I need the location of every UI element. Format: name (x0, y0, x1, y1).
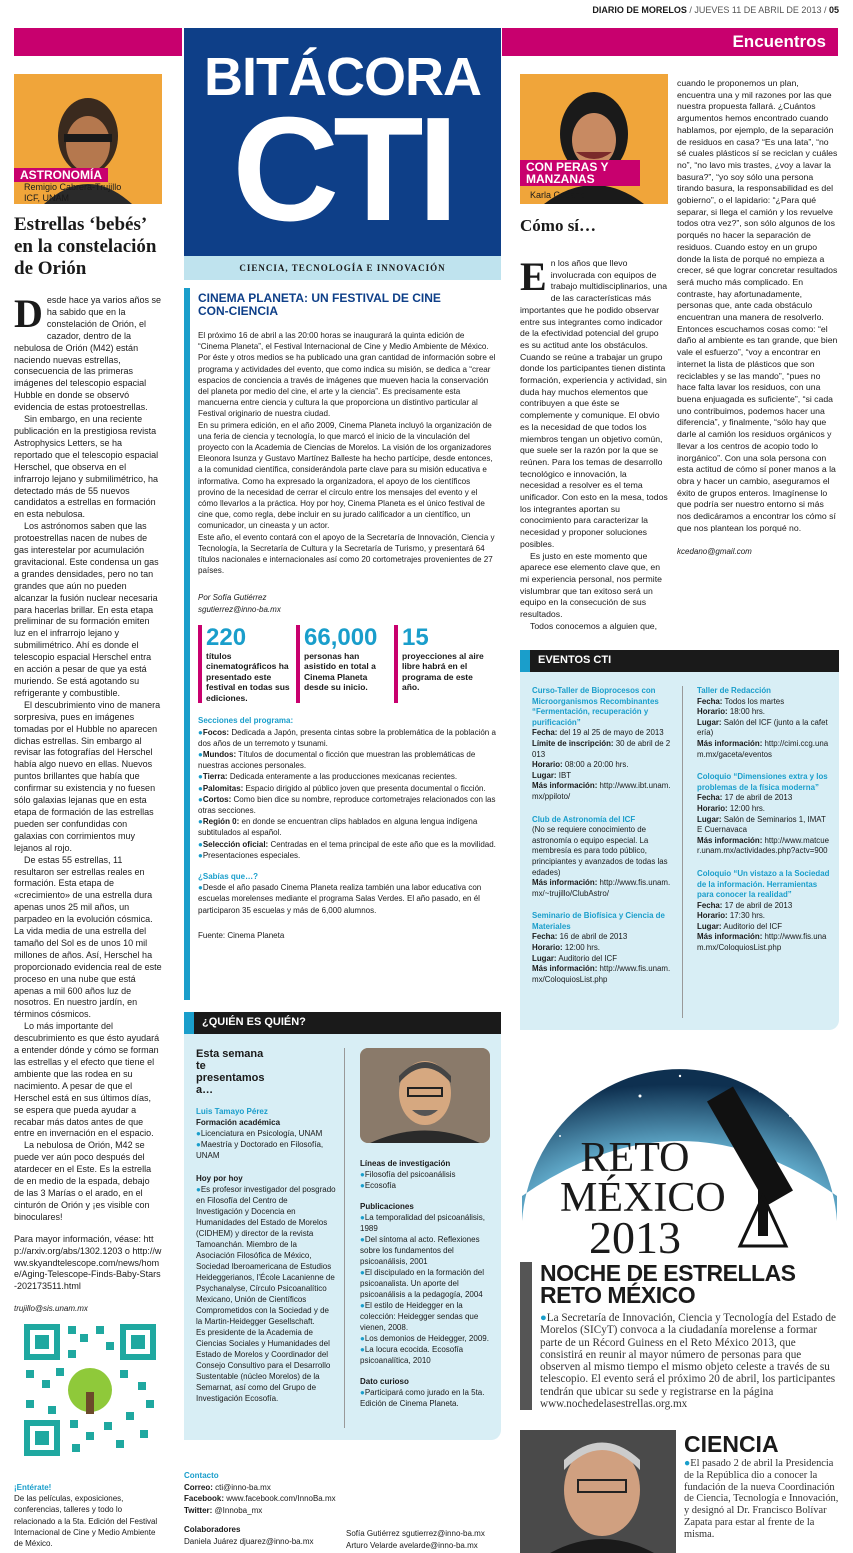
event-detail (532, 728, 674, 739)
event-detail (697, 836, 831, 857)
detail-label: Más información: (697, 932, 763, 942)
noche-estrellas (520, 1262, 839, 1410)
program-section (198, 839, 497, 850)
detail-label: Horario: (697, 707, 728, 717)
paragraph: Los astrónomos saben que las protoestrellas nacen de nubes de gas interestelar por acumulación gravitacional. Este condensa un gas a grandes densidades, pero no tan grandes que aún no pueden alcanzar la fusión nuclear necesaria para hacerlas brillar. En esta etapa preliminar de su formación emiten luz en el infrarrojo lejano y submilimétrico. Ahí es donde el telescopio espacial Herschel entra en acción a pesar de que ya está muriendo. Se está agotando su refrigerante y combustible. (14, 521, 159, 698)
event-detail (697, 739, 831, 760)
person-photo-icon (360, 1048, 490, 1143)
detail-label: Horario: (532, 943, 563, 953)
left-headline: Estrellas ‘bebés’ en la constelación de Orión (14, 214, 157, 279)
bullet-icon: ● (198, 883, 203, 893)
event-detail (697, 793, 831, 804)
lineas-title: Líneas de investigación (360, 1159, 451, 1168)
event-item (697, 686, 831, 760)
author-name: Karla Cedano (530, 190, 586, 200)
noche-text (540, 1312, 839, 1410)
ciencia-headline: CIENCIA (684, 1431, 779, 1457)
event-item (532, 911, 674, 985)
pub-text: El discipulado en la formación del psicoanalista. Un aporte del psicoanálisis a la pedagogía, 2004 (360, 1268, 485, 1299)
formacion-title: Formación académica (196, 1118, 281, 1127)
masthead-subtitle: CIENCIA, TECNOLOGÍA E INNOVACIÓN (184, 256, 501, 280)
quien-divider (344, 1048, 345, 1428)
paragraph: En su primera edición, en el año 2009, Cinema Planeta incluyó la organización de una feria de ciencia y tecnología, lo que marcó el inicio de la vinculación del proyecto con la Academia de Ciencias de Morelos. La visión de los organizadores Eleonora Isunza y Gustavo Martínez Balleste ha hecho partícipe, desde entonces, a la comunidad científica, considerándola parte clave para su misión educativa e informativa. Como ha expresado la organizadora, el apoyo de los científicos provino de la necesidad de cerrar el círculo entre los mensajes del evento y el cómo llevarlos a la práctica. Hoy por hoy, Cinema Planeta es el único festival de cine que, como regla, debe incluir en su jurado calificador a un científico, un comunicador, un cineasta y un actor. (198, 420, 493, 531)
event-detail (697, 815, 831, 836)
bullet-icon: ● (196, 1185, 201, 1194)
detail-value: IBT (558, 770, 572, 780)
bullet-icon: ● (198, 817, 203, 827)
detail-label: Horario: (697, 803, 728, 813)
reto-line1: RETO (580, 1135, 690, 1181)
detail-value[interactable]: http://www.matcuer.unam.mx/actividades.php?actv=900 (697, 835, 829, 856)
masthead (184, 28, 501, 256)
bullet-icon: ● (196, 1129, 201, 1138)
person-photo-icon (520, 1430, 676, 1553)
detail-value: 12:00 hrs. (564, 943, 600, 953)
noche-headline: NOCHE DE ESTRELLAS RETO MÉXICO (540, 1260, 796, 1308)
pub-item (360, 1267, 490, 1300)
sections-list (198, 727, 497, 861)
masthead-cti: CTI (232, 87, 453, 252)
hoy-text-2: Es presidente de la Academia de Ciencias Sociales y Humanidades del Estado de Morelos y Coordinador del Consejo Consultivo para el Desarrollo Sustentable (núcleo Morelos) de la Semarnat, así como del Grupo de Investigación Ecosofía. (196, 1328, 331, 1403)
colab-right (346, 1528, 485, 1551)
ciencia-photo (520, 1430, 676, 1553)
sabias-title: ¿Sabías que…? (198, 872, 259, 882)
detail-label: Más información: (532, 781, 598, 791)
column-label: CON PERAS Y MANZANAS (520, 160, 640, 186)
formacion-text: Licenciatura en Psicología, UNAM (200, 1129, 323, 1138)
quien-title: ¿QUIÉN ES QUIÉN? (202, 1016, 306, 1028)
reto-line3: 2013 (589, 1212, 681, 1263)
section-text: Dedicada enteramente a las producciones mexicanas recientes. (229, 772, 458, 782)
detail-label: Fecha: (697, 793, 723, 803)
event-title[interactable]: Curso-Taller de Bioprocesos con Microorganismos Recombinantes “Fermentación, recuperación y purificación” (532, 686, 659, 727)
detail-value: Salón del ICF (junto a la cafetería) (697, 717, 828, 738)
qr-code (20, 1320, 160, 1460)
paragraph: De estas 55 estrellas, 11 resultaron ser estrellas reales en formación. Esta etapa de «crecimiento» de una estrella dura apenas unos 25 mil años, un parpadeo en la evolución cósmica. La vida media de una estrella del tamaño del Sol es de unos 10 mil millones de años. Así, Herschel ha proporcionado evidencia real de este proceso en una nube que está apenas a mil 600 años luz de nosotros. En nuestro jardín, en términos cósmicos. (14, 854, 162, 1020)
pub-item (360, 1333, 490, 1344)
program-section (198, 749, 497, 771)
detail-value: 17:30 hrs. (729, 911, 765, 921)
bullet-icon: ● (360, 1334, 365, 1343)
left-email[interactable]: trujillo@sis.unam.mx (14, 1304, 88, 1313)
detail-value: Auditorio del ICF (558, 953, 618, 963)
linea-text: Filosofía del psicoanálisis (364, 1170, 456, 1179)
detail-label: Lugar: (697, 814, 722, 824)
sabias-body: Desde el año pasado Cinema Planeta realiza también una labor educativa con escuelas morelenses mediante el programa Salas Verdes. El año pasado, en él participaron 35 escuelas y más de 6,000 alumnos. (198, 883, 482, 915)
page-header (0, 0, 853, 22)
detail-label: Lugar: (697, 717, 722, 727)
detail-label: Lugar: (697, 921, 722, 931)
detail-value[interactable]: http://cimi.ccg.unam.mx/gaceta/eventos (697, 738, 829, 759)
event-detail (532, 771, 674, 782)
author: Remigio Cabrera-Trujillo (24, 182, 122, 192)
bullet-icon: ● (198, 727, 203, 737)
linea-item (360, 1169, 490, 1180)
pub-text: La locura ecocida. Ecosofía psicoanalítica, 2010 (360, 1345, 464, 1365)
paragraph: cuando le proponemos un plan, encuentra una y mil razones por las que nuestra propuesta fallará. ¿Cuántos argumentos hemos encontrado cuando hablamos, por ejemplo, de la separación de residuos en casa? “Es una lata”, “no sé cuales plásticos sí se reciclan y cuáles no”, “no lavo mis trastes, ¿voy a lavar la basura?”, “yo soy sólo una persona tirando basura, la responsabilidad es del gobierno”, o el lapidario: “¿Para qué separar, si llega el camión y los revuelve todos otra vez?”, son sólo algunos de los porqués no hacer la separación de residuos. Cuando estoy en un grupo donde la lista de porqué no empieza a crecer, sé que lograr concretar resultados será mucho más complicado. En contraste, hay afortunadamente, personas que, ante cada obstáculo encuentran una manera de resolverlo. Entonces escuchamos cosas como: “el daño al ambiente es tan grande, que bien vale el esfuerzo”, “voy a encontrar en internet la lista de plásticos que son reciclables y se las mando”, “pues no hace falta lavar los residuos, con una buena enjuagada es suficiente”, “si cada uno contribuimos, podemos hacer una diferencia”, y finalmente, “sólo hay que darle al camión los residuos orgánicos y llevar a los centros de acopio todo lo inorgánico”. Con una sola persona con esta actitud de cómo sí poner manos a la obra y hacer un cambio, aseguramos el éxito de grupos enteros. Imagínense lo que podría ser nuestro entorno si más nos dedicáramos a encontrar los cómo sí que nos plantean los porqué no. (677, 78, 838, 533)
right-article-col2 (677, 78, 839, 558)
article-body (198, 330, 497, 576)
detail-label: Horario: (697, 911, 728, 921)
paragraph: El descubrimiento vino de manera sorpresiva, pues en imágenes tomadas por el Hubble no aparecen dichas estrellas. Sin embargo al revisar las fotografías del Herschel había algo nuevo en ellas. Nuevos puntos brillantes que había que confirmar su existencia y no fuesen sólo galaxias lejanas que en esta etapa de formación de las estrellas pueden ser confundidas con galaxias con corrimientos muy lejanos al rojo. (14, 699, 161, 853)
enterate-title: ¡Entérate! (14, 1483, 52, 1492)
byline-email: sgutierrez@inno-ba.mx (198, 604, 281, 614)
program-section (198, 727, 497, 749)
section-text: Presentaciones especiales. (202, 850, 301, 860)
program-sections (198, 715, 497, 861)
paragraph: La nebulosa de Orión, M42 se puede ver aún poco después del atardecer en el Este. Es la estrella de en medio de la espada, debajo de las 3 Marías o el arado, en el cinturón de Orión y ¡es visible con binoculares! (14, 1140, 152, 1222)
section-name: Cortos: (202, 794, 232, 804)
paragraph: Todos conocemos a alguien que, (530, 620, 658, 631)
colaborador: Daniela Juárez djuarez@inno-ba.mx (184, 1536, 314, 1546)
detail-value: 30 de abril de 2013 (532, 738, 671, 759)
affiliation: ICF, UNAM (24, 192, 69, 203)
detail-label: Fecha: (697, 900, 723, 910)
author-name (24, 182, 121, 203)
detail-value: 17 de abril de 2013 (724, 793, 793, 803)
bullet-icon: ● (360, 1388, 365, 1397)
pub-text: La temporalidad del psicoanálisis, 1989 (360, 1213, 485, 1233)
email-link[interactable]: cti@inno-ba.mx (215, 1482, 271, 1492)
pub-item (360, 1212, 490, 1234)
quien-accent (184, 1012, 194, 1034)
qr-code-icon (20, 1320, 160, 1460)
stat (296, 625, 388, 704)
event-title[interactable]: Taller de Redacción (697, 686, 771, 695)
program-section (198, 771, 497, 782)
bullet-icon: ● (360, 1181, 365, 1190)
enterate-text: De las películas, exposiciones, conferencias, talleres y todo lo relacionado a la 5ta. Edición del Festival Internacional de Cine y Medio Ambiente de México. (14, 1494, 158, 1549)
pub-title: Publicaciones (360, 1202, 414, 1211)
formacion-item (196, 1128, 336, 1139)
label: Twitter: (184, 1505, 213, 1515)
section-text: Espacio dirigido al público joven que presenta documental o ficción. (245, 783, 486, 793)
event-detail (532, 943, 674, 954)
pub-item (360, 1344, 490, 1366)
twitter-link[interactable]: @Innoba_mx (214, 1505, 263, 1515)
formacion-text: Maestría y Doctorado en Filosofía, UNAM (196, 1140, 324, 1160)
quien-right-col (360, 1158, 490, 1409)
event-note: (No se requiere conocimiento de astronomía o equipo especial. La membresía es para todo público, principiantes y avanzados de todas las edades) (532, 825, 668, 877)
header-info (592, 5, 839, 15)
detail-label: Horario: (532, 760, 563, 770)
bullet-icon: ● (198, 850, 203, 860)
bullet-icon: ● (198, 749, 203, 759)
paragraph: esde hace ya varios años se ha sabido que en la constelación de Orión, el cazador, dentro de la nebulosa de Orión (M42) están naciendo nuevas estrellas, consecuencia de las primeras imágenes del telescopio espacial Hubble en donde se observó evidencia de estas protoestrellas. (14, 295, 161, 413)
bullet-icon: ● (684, 1458, 691, 1469)
section-name: Focos: (202, 727, 230, 737)
event-detail (697, 697, 831, 708)
bullet-icon: ● (198, 839, 203, 849)
event-detail (697, 707, 831, 718)
pubs-list (360, 1212, 490, 1366)
section-name: Tierra: (202, 772, 228, 782)
reto-line2: MÉXICO (560, 1175, 726, 1221)
event-title[interactable]: Coloquio “Dimensiones extra y los problemas de la física moderna” (697, 772, 828, 792)
label: Facebook: (184, 1494, 225, 1503)
left-article (14, 291, 162, 1293)
event-item (532, 686, 674, 803)
noche-body: La Secretaría de Innovación, Ciencia y Tecnología del Estado de Morelos (SICyT) convoca a la ciudadanía morelense a formar parte de un Récord Guiness en el Reto México 2013, que consistirá en reunir al mayor número de personas para que observen al mismo tiempo el mismo objeto celeste a través de su telescopio. El evento será el próximo 20 de abril, los participantes tendrán que ubicar su sede y registrarse en la página www.nochedelasestrellas.org.mx (540, 1312, 836, 1411)
bullet-icon: ● (198, 772, 203, 782)
detail-value: 12:00 hrs. (729, 803, 765, 813)
program-section (198, 850, 497, 861)
detail-label: Fecha: (532, 932, 558, 942)
event-detail (697, 804, 831, 815)
detail-label: Lugar: (532, 770, 557, 780)
reto-logo-text (560, 1135, 726, 1263)
event-detail (532, 954, 674, 965)
stat (198, 625, 290, 704)
dato-item (360, 1387, 490, 1409)
detail-value: 08:00 a 20:00 hrs. (564, 760, 629, 770)
pub-text: Del síntoma al acto. Reflexiones sobre los fundamentos del psicoanálisis, 2001 (360, 1235, 480, 1266)
eventos-left-col (532, 686, 674, 997)
linea-item (360, 1180, 490, 1191)
event-title[interactable]: Club de Astronomía del ICF (532, 814, 636, 824)
eventos-divider (682, 686, 683, 1018)
right-headline: Cómo sí… (520, 216, 597, 235)
sabias-que (198, 871, 497, 916)
section-name: Selección oficial: (202, 839, 269, 849)
eventos-accent (520, 650, 530, 672)
event-item (532, 815, 674, 900)
event-detail (697, 901, 831, 912)
event-detail (697, 932, 831, 953)
bullet-icon: ● (196, 1140, 201, 1149)
hoy-body: Es profesor investigador del posgrado en Filosofía del Centro de Investigación y Docencia en Humanidades del Estado de Morelos (CIDHEM) y director de la revista Tamoanchán. Miembro de la Asociación Filosófica de México, Sociedad Iberoamericana de Estudios Heideggerianos, l’École Lacanienne de Psychanalyse, Círculo Psicoanalítico Mexicano, Unión de Científicos Comprometidos con la Sociedad y de la Martin-Heidegger Gesellschaft. (196, 1185, 336, 1326)
dropcap: D (14, 291, 43, 336)
detail-label: Fecha: (532, 728, 558, 738)
quien-intro: Esta semana te presentamos a… (196, 1048, 265, 1096)
columnist-portrait-left (14, 74, 162, 204)
stat-number: 220 (206, 623, 247, 651)
contact-facebook (184, 1493, 504, 1505)
label: Correo: (184, 1482, 213, 1492)
detail-label: Más información: (532, 878, 598, 888)
bullet-icon: ● (360, 1213, 365, 1222)
pub-text: Los demonios de Heidegger, 2009. (364, 1334, 489, 1343)
program-section (198, 794, 497, 816)
linea-text: Ecosofía (364, 1181, 396, 1190)
paragraph: Es justo en este momento que aparece ese elemento clave que, en mi experiencia personal, nos permite vislumbrar que tan exitoso será un equipo en la consecución de sus resultados. (520, 550, 662, 620)
columnist-email[interactable]: kcedano@gmail.com (677, 547, 752, 557)
stat-number: 15 (402, 623, 429, 651)
section-text: en donde se encuentran clips hablados en alguna lengua indígena subtitulados al español. (198, 817, 478, 838)
section-text: Títulos de documental o ficción que muestran las problemáticas de nuestras acciones personales. (198, 749, 476, 771)
detail-label: Fecha: (697, 696, 723, 706)
paragraph: El próximo 16 de abril a las 20:00 horas se inaugurará la quinta edición de “Cinema Planeta”, el Festival Internacional de Cine y Medio Ambiente de México. Por éste y otros medios se ha publicado una gran cantidad de información sobre el programa y actividades del evento, que como indica su misión, se dedica a “crear espacios de conciencia a través de imágenes que mueven hacia la conservación del planeta por medio del cine, el arte y la ciencia”. Es precisamente esta mancuerna entre ciencia y cultura la que proporciona un distintivo particular al Festival originario de nuestra ciudad. (198, 331, 496, 419)
detail-value: 17 de abril de 2013 (724, 900, 793, 910)
event-detail (697, 718, 831, 739)
event-detail (532, 739, 674, 760)
eventos-header (520, 650, 839, 672)
pub-item (360, 1234, 490, 1267)
ciencia-box (684, 1432, 839, 1541)
quien-header (184, 1012, 501, 1034)
stat-text: proyecciones al aire libre habrá en el programa de este año. (402, 650, 484, 693)
section-text: Dedicada a Japón, presenta cintas sobre la problemática de la población a dos años de un terremoto y tsunami. (198, 727, 496, 748)
paragraph: Sin embargo, en una reciente publicación en la prestigiosa revista Astrophysics Letters, se ha reportado que el telescopio espacial Herschel, que observa en el infrarrojo lejano y submilimétrico, ha detectado más de 55 nuevos candidatos a estrellas en formación en esta nebulosa. (14, 414, 159, 520)
event-detail (697, 922, 831, 933)
pub-item (360, 1300, 490, 1333)
event-detail (697, 911, 831, 922)
columnist-portrait-right (520, 74, 668, 204)
detail-value[interactable]: http://www.fis.unam.mx/ColoquiosList.php (532, 964, 671, 984)
section-name: Palomitas: (202, 783, 244, 793)
dropcap: E (520, 254, 547, 299)
dato-title: Dato curioso (360, 1377, 409, 1386)
enterate (14, 1482, 164, 1549)
program-section (198, 816, 497, 838)
detail-value[interactable]: http://www.fis.unam.mx/ColoquiosList.php (697, 932, 827, 953)
section-name: Mundos: (202, 749, 237, 759)
byline-author: Por Sofía Gutiérrez (198, 593, 267, 603)
stat-text: títulos cinematográficos ha presentado este festival en todas sus ediciones. (206, 650, 290, 703)
bullet-icon: ● (360, 1345, 365, 1354)
detail-value[interactable]: http://www.fis.unam.mx/~trujillo/ClubAstro/ (532, 878, 671, 898)
colaborador: Sofía Gutiérrez sgutierrez@inno-ba.mx (346, 1529, 485, 1538)
stat-number: 66,000 (304, 623, 378, 651)
event-item (697, 869, 831, 954)
detail-value: del 19 al 25 de mayo de 2013 (559, 728, 664, 738)
bullet-icon: ● (360, 1301, 365, 1310)
more-info: Para mayor información, véase: http://arxiv.org/abs/1302.1203 o http://www.skyandtelescope.com/news/home/Aging-Telescope-Finds-Baby-Stars-202173511.html (14, 1233, 162, 1292)
hoy-text (196, 1184, 336, 1327)
stat (394, 625, 486, 704)
hoy-title: Hoy por hoy (196, 1174, 243, 1183)
facebook-link[interactable]: www.facebook.com/InnoBa.mx (226, 1494, 336, 1503)
eventos-cti (520, 650, 839, 1030)
detail-label: Más información: (697, 835, 763, 845)
detail-label: Lugar: (532, 953, 557, 963)
contact-twitter (184, 1505, 504, 1517)
event-detail (532, 760, 674, 771)
detail-value: Salón de Seminarios 1, IMATE Cuernavaca (697, 814, 826, 835)
ciencia-text (684, 1458, 839, 1541)
bullet-icon: ● (540, 1312, 547, 1324)
event-detail (532, 964, 674, 985)
bullet-icon: ● (360, 1235, 365, 1244)
section-bar (502, 28, 838, 56)
quien-es-quien (184, 1012, 501, 1440)
paragraph: Lo más importante del descubrimiento es que ésto ayudará a entender dónde y cómo se forman las estrellas y el efecto que tiene el ambiente que las rodea en su nacimiento. A pesar de que el Herschel está en sus últimos días, se espera que pueda ayudar a recabar más datos antes de que entre en invernación en el espacio. (14, 1021, 160, 1139)
colaborador: Arturo Velarde avelarde@inno-ba.mx (346, 1540, 478, 1550)
event-detail (532, 781, 674, 802)
bullet-icon: ● (198, 794, 203, 804)
section-title: Encuentros (732, 32, 826, 51)
ciencia-body: El pasado 2 de abril la Presidencia de la República dio a conocer la fundación de la nueva Coordinación de Ciencia, Tecnología e Innovación, y designó al Dr. Francisco Bolívar Zapata para estar al frente de la misma. (684, 1458, 839, 1540)
event-title[interactable]: Seminario de Biofísica y Ciencia de Materiales (532, 911, 665, 931)
fuente: Fuente: Cinema Planeta (198, 930, 285, 940)
pub-text: El estilo de Heidegger en la colección: Heidegger sendas que vienen, 2008. (360, 1301, 479, 1332)
event-detail (532, 878, 674, 899)
page-number: 05 (828, 5, 839, 15)
colab-title: Colaboradores (184, 1525, 241, 1534)
event-detail (532, 932, 674, 943)
detail-value: Auditorio del ICF (723, 921, 783, 931)
section-name: Región 0: (202, 817, 240, 827)
detail-value: 18:00 hrs. (729, 707, 765, 717)
detail-value: Todos los martes (724, 696, 785, 706)
bullet-icon: ● (360, 1268, 365, 1277)
bullet-icon: ● (360, 1170, 365, 1179)
detail-label: Más información: (532, 964, 598, 974)
person-photo (360, 1048, 490, 1143)
person-name: Luis Tamayo Pérez (196, 1107, 268, 1116)
contact-email (184, 1482, 504, 1494)
column-label: ASTRONOMÍA (14, 168, 108, 182)
eventos-right-col (697, 686, 831, 966)
section-text: Como bien dice su nombre, reproduce cortometrajes relacionados con las otras secciones. (198, 794, 496, 815)
section-text: Centradas en el tema principal de este año que es la movilidad. (270, 839, 496, 849)
detail-value[interactable]: http://www.ibt.unam.mx/ppiloto/ (532, 781, 671, 801)
dato-text: Participará como jurado en la 5ta. Edición de Cinema Planeta. (360, 1388, 485, 1408)
formacion-item (196, 1139, 336, 1161)
bullet-icon: ● (198, 783, 203, 793)
issue-date: / JUEVES 11 DE ABRIL DE 2013 / (689, 5, 827, 15)
byline (198, 592, 497, 614)
eventos-title: EVENTOS CTI (538, 654, 612, 666)
paragraph: Este año, el evento contará con el apoyo de la Secretaría de Innovación, Ciencia y Tecnología, la Secretaría de Cultura y la Secretaría de Turismo, y presentará 64 títulos nacionales e internacionales así como 20 cortometrajes provenientes de 27 países. (198, 532, 495, 576)
detail-label: Límite de inscripción: (532, 738, 614, 748)
stat-text: personas han asistido en total a Cinema Planeta desde su inicio. (304, 650, 376, 693)
detail-value: 16 de abril de 2013 (559, 932, 628, 942)
right-article-col1 (520, 254, 668, 633)
event-item (697, 772, 831, 857)
reto-mexico-logo (520, 1046, 839, 1263)
contact-title: Contacto (184, 1471, 219, 1480)
section-bar-left (14, 28, 182, 56)
quien-left-col (196, 1048, 336, 1404)
program-section (198, 783, 497, 794)
masthead-title: BITÁCORA (204, 47, 481, 107)
sections-title: Secciones del programa: (198, 716, 294, 726)
article-title: CINEMA PLANETA: UN FESTIVAL DE CINE CON-CIENCIA (198, 291, 441, 318)
cinema-planeta-box (184, 288, 501, 1000)
event-title[interactable]: Coloquio “Un vistazo a la Sociedad de la información. Herramientas para conocer la realidad” (697, 868, 830, 900)
stats-row (198, 625, 497, 704)
sabias-text (198, 882, 497, 916)
paragraph: n los años que llevo involucrada con equipos de trabajo multidisciplinarios, una de las características más importantes que he podido observar entre sus integrantes como indicador de la efectividad potencial del grupo es su actitud ante los obstáculos. Cuando se reúne a trabajar un grupo donde los participantes tienen distinta formación, experiencia y actividad, sin duda hay muchos elementos que contribuyen a que éste se complemente y comunique. El obvio es la necesidad de que todos los miembros tengan un objetivo común, que suele ser la razón por la que se reúnen. Para los temas de desarrollo tecnológico e innovación, la necesidad a resolver es el tema unificador. Con esto en la mesa, todos los integrantes aportan su conocimiento para caracterizar la necesidad y proponer soluciones posibles. (520, 258, 668, 549)
detail-label: Más información: (697, 738, 763, 748)
paper-name: DIARIO DE MORELOS (592, 5, 687, 15)
